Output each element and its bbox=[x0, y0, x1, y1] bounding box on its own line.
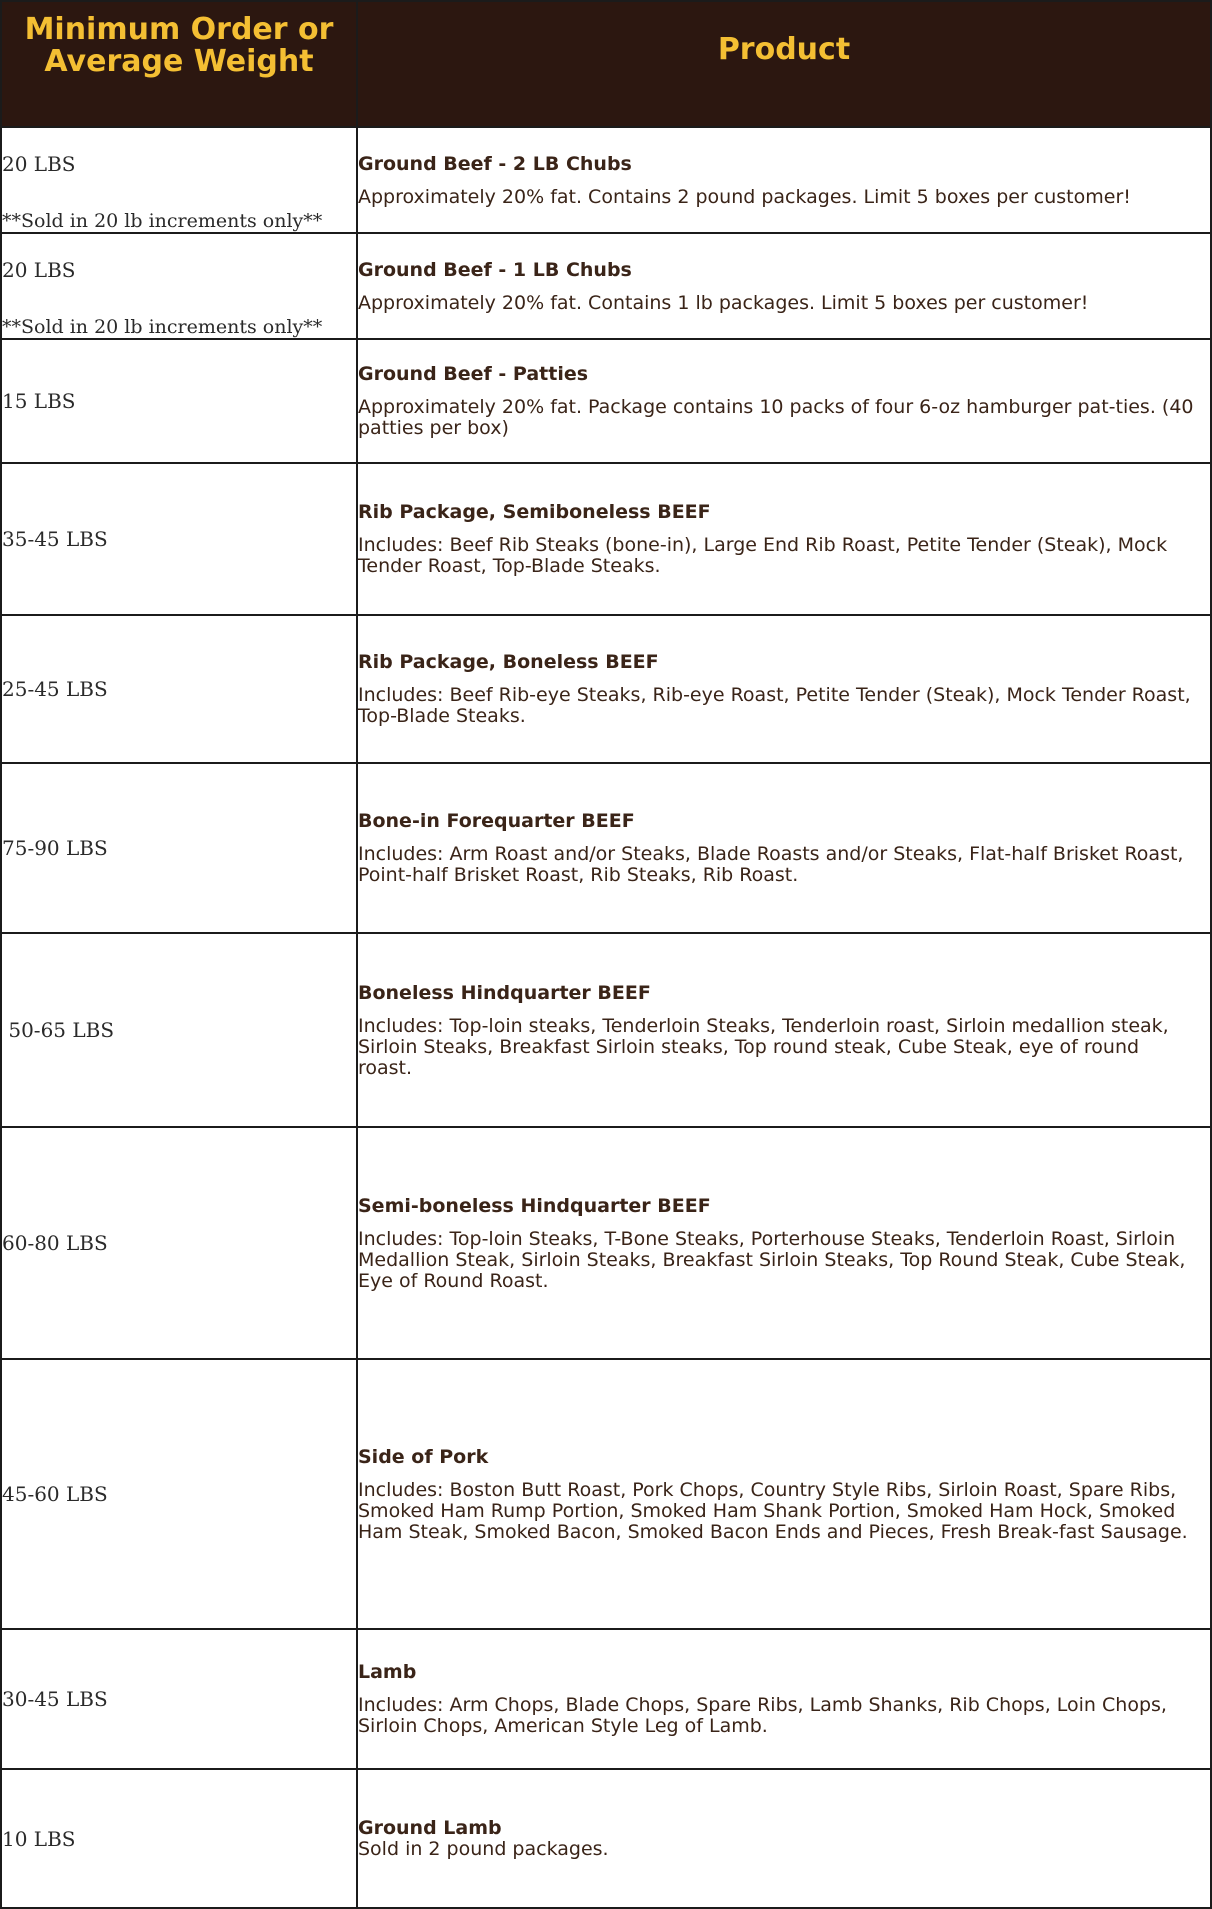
weight-value: 75-90 LBS bbox=[2, 836, 108, 860]
product-name: Boneless Hindquarter BEEF bbox=[358, 981, 651, 1004]
product-cell bbox=[357, 1127, 1211, 1359]
product-cell bbox=[357, 763, 1211, 933]
weight-value: 45-60 LBS bbox=[2, 1482, 108, 1506]
weight-value: 50-65 LBS bbox=[2, 1018, 115, 1042]
product-name: Lamb bbox=[358, 1661, 417, 1683]
product-name: Side of Pork bbox=[358, 1445, 489, 1468]
weight-cell bbox=[1, 127, 357, 233]
weight-value: 10 LBS bbox=[2, 1826, 76, 1851]
header-product: Product bbox=[357, 1, 1211, 127]
product-cell bbox=[357, 339, 1211, 463]
table-header-row bbox=[1, 1, 1211, 127]
product-description: Includes: Beef Rib Steaks (bone-in), Large End Rib Roast, Petite Tender (Steak), Mock Tender Roast, Top-Blade Steaks. bbox=[358, 534, 1168, 577]
product-name: Ground Beef - Patties bbox=[358, 363, 589, 385]
product-name: Ground Beef - 1 LB Chubs bbox=[358, 258, 632, 281]
product-description: Sold in 2 pound packages. bbox=[358, 1838, 609, 1860]
product-name: Ground Beef - 2 LB Chubs bbox=[358, 152, 632, 175]
product-name: Rib Package, Semiboneless BEEF bbox=[358, 501, 711, 523]
weight-cell bbox=[1, 463, 357, 615]
product-name: Semi-boneless Hindquarter BEEF bbox=[358, 1194, 711, 1217]
product-description: Approximately 20% fat. Contains 1 lb packages. Limit 5 boxes per customer! bbox=[358, 291, 1089, 314]
weight-note: **Sold in 20 lb increments only** bbox=[2, 316, 323, 338]
product-cell bbox=[357, 1359, 1211, 1629]
product-cell bbox=[357, 127, 1211, 233]
weight-cell bbox=[1, 1629, 357, 1769]
table-row bbox=[1, 463, 1211, 615]
product-description: Includes: Arm Chops, Blade Chops, Spare Ribs, Lamb Shanks, Rib Chops, Loin Chops, Sirloin Chops, American Style Leg of Lamb. bbox=[358, 1694, 1167, 1737]
product-description: Includes: Top-loin steaks, Tenderloin Steaks, Tenderloin roast, Sirloin medallion steak, Sirloin Steaks, Breakfast Sirloin steaks, Top round steak, Cube Steak, eye of round roast. bbox=[358, 1014, 1169, 1079]
product-cell bbox=[357, 1769, 1211, 1908]
weight-cell bbox=[1, 1769, 357, 1908]
product-description: Includes: Boston Butt Roast, Pork Chops, Country Style Ribs, Sirloin Roast, Spare Ribs, Smoked Ham Rump Portion, Smoked Ham Shank Portion, Smoked Ham Hock, Smoked Ham Steak, Smoked Bacon, Smoked Bacon Ends and Pieces, Fresh Break-fast Sausage. bbox=[358, 1478, 1188, 1543]
weight-value: 35-45 LBS bbox=[2, 527, 108, 551]
weight-cell bbox=[1, 763, 357, 933]
table-row bbox=[1, 1359, 1211, 1629]
weight-value: 60-80 LBS bbox=[2, 1231, 108, 1255]
product-name: Rib Package, Boneless BEEF bbox=[358, 651, 659, 673]
table-row bbox=[1, 933, 1211, 1127]
product-cell bbox=[357, 233, 1211, 339]
weight-cell bbox=[1, 1359, 357, 1629]
table-row bbox=[1, 763, 1211, 933]
table-row bbox=[1, 615, 1211, 763]
weight-cell bbox=[1, 933, 357, 1127]
weight-value: 20 LBS bbox=[2, 258, 76, 282]
product-cell bbox=[357, 933, 1211, 1127]
weight-value: 20 LBS bbox=[2, 152, 76, 176]
product-description: Includes: Beef Rib-eye Steaks, Rib-eye Roast, Petite Tender (Steak), Mock Tender Roast, Top-Blade Steaks. bbox=[358, 684, 1191, 727]
product-cell bbox=[357, 463, 1211, 615]
weight-value: 30-45 LBS bbox=[2, 1687, 108, 1711]
table-row bbox=[1, 339, 1211, 463]
table-row bbox=[1, 1127, 1211, 1359]
table-row bbox=[1, 127, 1211, 233]
weight-note: **Sold in 20 lb increments only** bbox=[2, 210, 323, 232]
product-name: Ground Lamb bbox=[358, 1817, 502, 1839]
product-description: Approximately 20% fat. Contains 2 pound packages. Limit 5 boxes per customer! bbox=[358, 185, 1131, 208]
weight-cell bbox=[1, 1127, 357, 1359]
product-description: Includes: Top-loin Steaks, T-Bone Steaks, Porterhouse Steaks, Tenderloin Roast, Sirloin Medallion Steak, Sirloin Steaks, Breakfast Sirloin Steaks, Top Round Steak, Cube Steak, Eye of Round Roast. bbox=[358, 1227, 1186, 1292]
product-cell bbox=[357, 1629, 1211, 1769]
product-cell bbox=[357, 615, 1211, 763]
table-row bbox=[1, 233, 1211, 339]
header-weight: Minimum Order or Average Weight bbox=[1, 1, 357, 127]
table-row bbox=[1, 1769, 1211, 1908]
weight-cell bbox=[1, 339, 357, 463]
weight-cell bbox=[1, 233, 357, 339]
product-description: Approximately 20% fat. Package contains 10 packs of four 6-oz hamburger pat-ties. (40 patties per box) bbox=[358, 396, 1194, 439]
product-description: Includes: Arm Roast and/or Steaks, Blade Roasts and/or Steaks, Flat-half Brisket Roast, Point-half Brisket Roast, Rib Steaks, Rib Roast. bbox=[358, 843, 1184, 886]
weight-cell bbox=[1, 615, 357, 763]
table-row bbox=[1, 1629, 1211, 1769]
weight-value: 15 LBS bbox=[2, 389, 76, 413]
weight-value: 25-45 LBS bbox=[2, 677, 108, 701]
product-name: Bone-in Forequarter BEEF bbox=[358, 810, 635, 832]
